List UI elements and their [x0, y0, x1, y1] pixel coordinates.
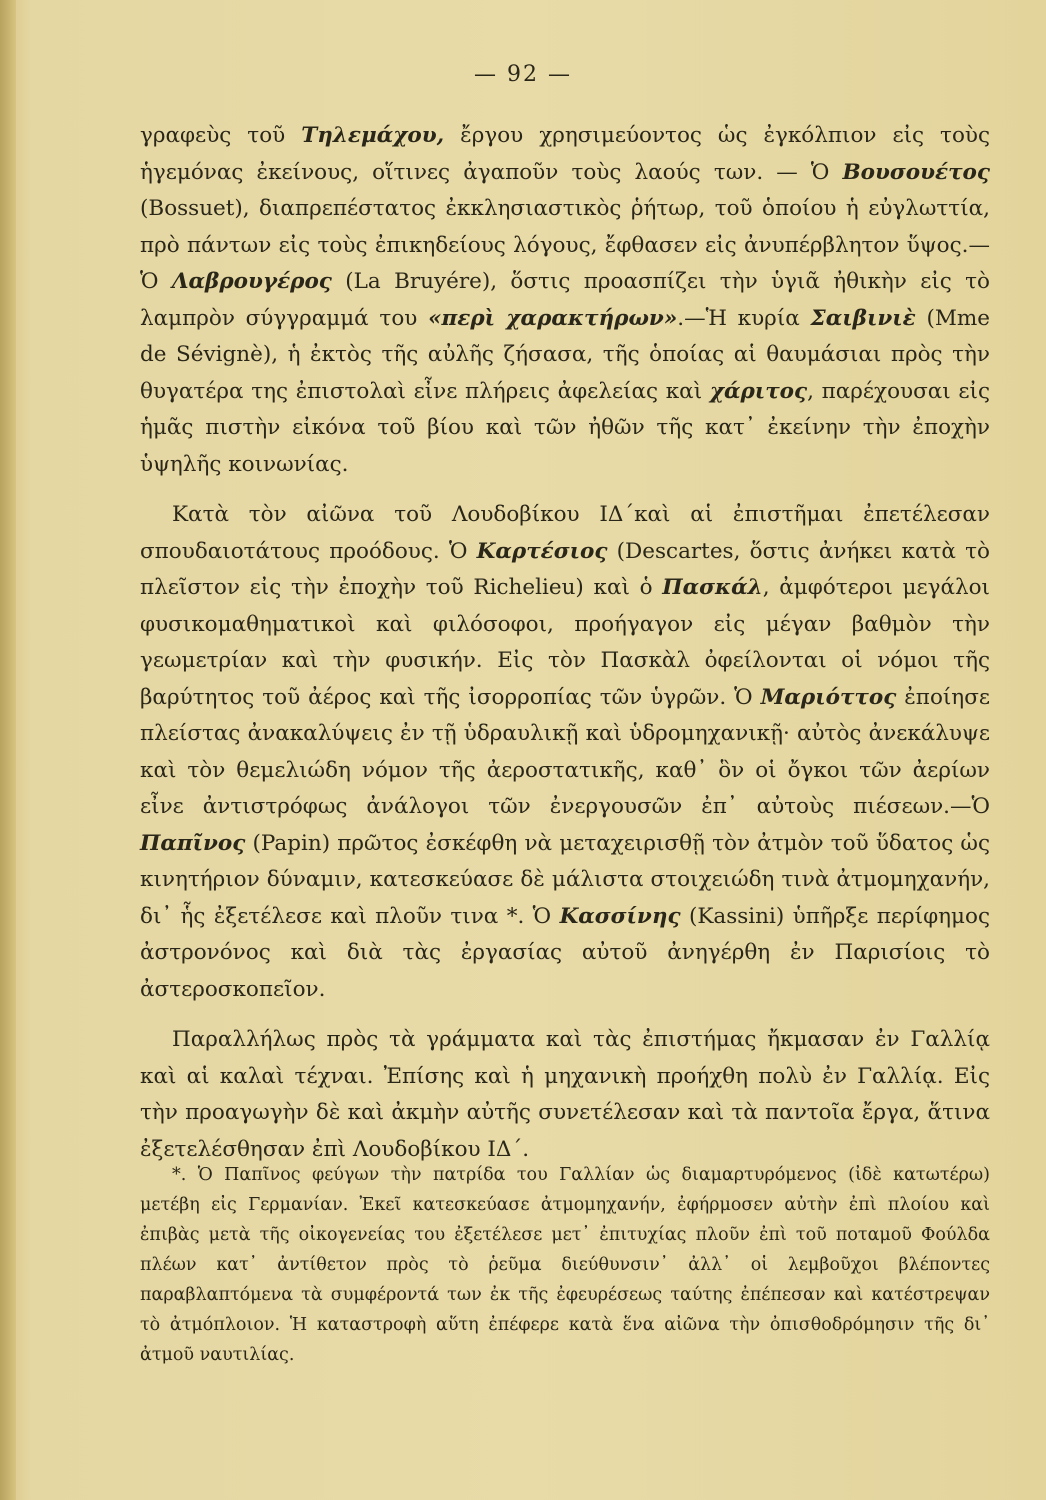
- text-run: Κατὰ τὸν αἰῶνα τοῦ Λουδοβίκου ΙΔ΄καὶ αἱ ἐπιστῆμαι ἐπετέλεσαν σπουδαιοτάτους προόδους. Ὁ: [140, 502, 990, 564]
- footnote: [140, 1160, 990, 1370]
- emphasized-name: «περὶ χαρακτήρων»: [428, 305, 678, 331]
- text-run: Παραλλήλως πρὸς τὰ γράμματα καὶ τὰς ἐπιστήμας ἤκμασαν ἐν Γαλλίᾳ καὶ αἱ καλαὶ τέχναι. Ἐπίσης καὶ ἡ μηχανικὴ προήχθη πολὺ ἐν Γαλλίᾳ. Εἰς τὴν προαγωγὴν δὲ καὶ ἀκμὴν αὐτῆς συνετέλεσαν καὶ τὰ παντοῖα ἔργα, ἅτινα ἐξετελέσθησαν ἐπὶ Λουδοβίκου ΙΔ΄.: [140, 1027, 990, 1162]
- emphasized-name: Τηλεμάχου,: [301, 123, 445, 148]
- paragraph-3: [140, 1022, 990, 1168]
- text-run: (Bossuet), διαπρεπέστατος ἐκκλησιαστικὸς ῥήτωρ, τοῦ ὁποίου ἡ εὐγλωττία, πρὸ πάντων εἰς τοὺς ἐπικηδείους λόγους, ἔφθασεν εἰς ἀνυπέρβλητον ὕψος.—Ὁ: [140, 196, 990, 294]
- emphasized-name: Κασσίνης: [559, 903, 681, 929]
- text-run: .—Ἡ κυρία: [677, 305, 811, 331]
- text-run: , παρέχουσαι εἰς ἡμᾶς πιστὴν εἰκόνα τοῦ βίου καὶ τῶν ἠθῶν τῆς κατ᾽ ἐκείνην τὴν ἐποχὴν ὑψηλῆς κοινωνίας.: [140, 378, 990, 477]
- text-run: , ἀμφότεροι μεγάλοι φυσικομαθηματικοὶ καὶ φιλόσοφοι, προήγαγον εἰς μέγαν βαθμὸν τὴν γεωμετρίαν καὶ τὴν φυσικήν. Εἰς τὸν Πασκὰλ ὀφείλονται οἱ νόμοι τῆς βαρύτητος τοῦ ἀέρος καὶ τῆς ἰσορροπίας τῶν ὑγρῶν. Ὁ: [140, 575, 990, 710]
- body-text: [140, 118, 990, 1182]
- emphasized-name: Βουσουέτος: [842, 159, 990, 185]
- emphasized-name: Πασκάλ: [662, 575, 763, 600]
- text-run: γραφεὺς τοῦ: [140, 123, 302, 148]
- paragraph-2: [140, 497, 990, 1008]
- emphasized-name: Παπῖνος: [140, 830, 246, 856]
- text-run: (Papin) πρῶτος ἐσκέφθη νὰ μεταχειρισθῇ τὸν ἀτμὸν τοῦ ὕδατος ὡς κινητήριον δύναμιν, κατεσκεύασε δὲ μάλιστα στοιχειώδη τινὰ ἀτμομηχανήν, δι᾽ ἧς ἐξετέλεσε καὶ πλοῦν τινα *. Ὁ: [140, 830, 990, 929]
- emphasized-name: Σαιβινιὲ: [810, 305, 916, 331]
- text-run: (Descartes, ὅστις ἀνήκει κατὰ τὸ πλεῖστον εἰς τὴν ἐποχὴν τοῦ Richelieu) καὶ ὁ: [140, 538, 990, 600]
- text-run: (Mme de Sévignè), ἡ ἐκτὸς τῆς αὐλῆς ζήσασα, τῆς ὁποίας αἱ θαυμάσιαι πρὸς τὴν θυγατέρα της ἐπιστολαὶ εἶνε πλήρεις ἀφελείας καὶ: [140, 305, 990, 404]
- page-number: — 92 —: [474, 62, 572, 87]
- paragraph-1: [140, 118, 990, 483]
- text-run: ἐποίησε πλείστας ἀνακαλύψεις ἐν τῇ ὑδραυλικῇ καὶ ὑδρομηχανικῇ· αὐτὸς ἀνεκάλυψε καὶ τὸν θεμελιώδη νόμον τῆς ἀεροστατικῆς, καθ᾽ ὃν οἱ ὄγκοι τῶν ἀερίων εἶνε ἀντιστρόφως ἀνάλογοι τῶν ἐνεργουσῶν ἐπ᾽ αὐτοὺς πιέσεων.—Ὁ: [140, 684, 991, 819]
- text-run: (Kassini) ὑπῆρξε περίφημος ἀστρονόνος καὶ διὰ τὰς ἐργασίας αὐτοῦ ἀνηγέρθη ἐν Παρισίοις τὸ ἀστεροσκοπεῖον.: [140, 903, 990, 1002]
- text-run: ἔργου χρησιμεύοντος ὡς ἐγκόλπιον εἰς τοὺς ἡγεμόνας ἐκείνους, οἵτινες ἀγαποῦν τοὺς λαούς των. — Ὁ: [140, 123, 990, 185]
- page-edge: [0, 0, 16, 1500]
- text-run: (La Bruyére), ὅστις προασπίζει τὴν ὑγιᾶ ἠθικὴν εἰς τὸ λαμπρὸν σύγγραμμά του: [140, 269, 990, 331]
- emphasized-name: Λαβρουγέρος: [171, 269, 332, 294]
- emphasized-name: Καρτέσιος: [476, 538, 608, 564]
- footnote-text: *. Ὁ Παπῖνος φεύγων τὴν πατρίδα του Γαλλίαν ὡς διαμαρτυρόμενος (ἰδὲ κατωτέρω) μετέβη εἰς Γερμανίαν. Ἐκεῖ κατεσκεύασε ἀτμομηχανήν, ἐφήρμοσεν αὐτὴν ἐπὶ πλοίου καὶ ἐπιβὰς μετὰ τῆς οἰκογενείας του ἐξετέλεσε μετ᾽ ἐπιτυχίας πλοῦν ἐπὶ τοῦ ποταμοῦ Φούλδα πλέων κατ᾽ ἀντίθετον πρὸς τὸ ῥεῦμα διεύθυνσιν᾽ ἀλλ᾽ οἱ λεμβοῦχοι βλέποντες παραβλαπτόμενα τὰ συμφέροντά των ἐκ τῆς ἐφευρέσεως ταύτης ἐπέπεσαν καὶ κατέστρεψαν τὸ ἀτμόπλοιον. Ἡ καταστροφὴ αὕτη ἐπέφερε κατὰ ἕνα αἰῶνα τὴν ὀπισθοδρόμησιν τῆς δι᾽ ἀτμοῦ ναυτιλίας.: [140, 1165, 990, 1365]
- emphasized-name: Μαριόττος: [760, 684, 897, 710]
- emphasized-name: χάριτος: [709, 378, 808, 404]
